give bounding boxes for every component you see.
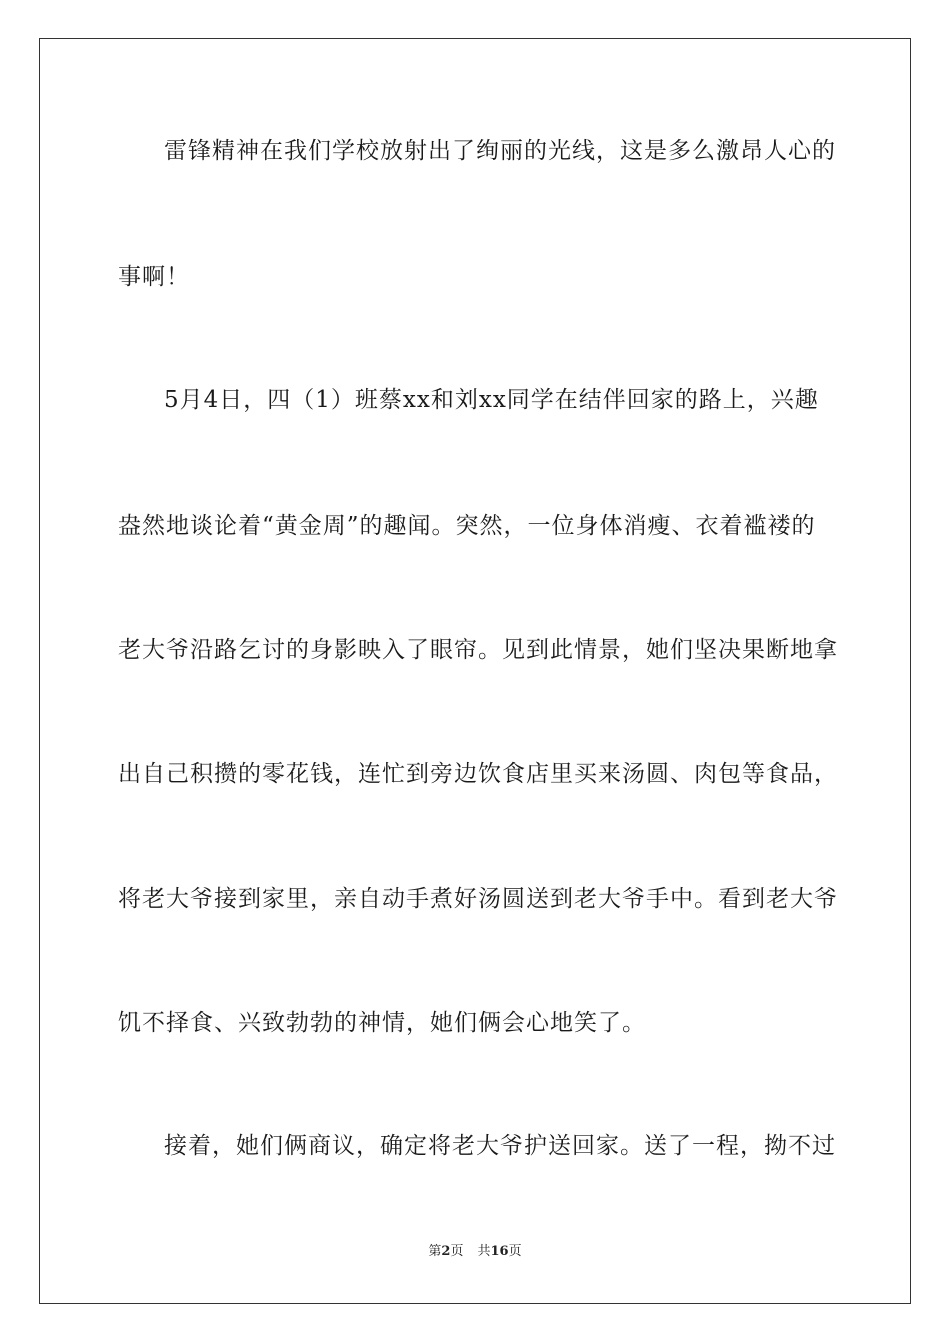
page-border <box>39 38 911 1304</box>
total-suffix: 页 <box>508 1244 522 1259</box>
paragraph-line: 出自己积攒的零花钱，连忙到旁边饮食店里买来汤圆、肉包等食品， <box>118 761 838 787</box>
paragraph-line: 盎然地谈论着“黄金周”的趣闻。突然，一位身体消瘦、衣着褴褛的 <box>118 513 816 539</box>
paragraph-line: 事啊！ <box>118 264 190 290</box>
paragraph-line: 将老大爷接到家里，亲自动手煮好汤圆送到老大爷手中。看到老大爷 <box>118 886 838 912</box>
page-suffix: 页 <box>450 1244 464 1259</box>
paragraph-line: 饥不择食、兴致勃勃的神情，她们俩会心地笑了。 <box>118 1010 646 1036</box>
page-number: 2 <box>441 1244 451 1259</box>
paragraph-line: 老大爷沿路乞讨的身影映入了眼帘。见到此情景，她们坚决果断地拿 <box>118 637 838 663</box>
page-prefix: 第 <box>428 1244 442 1259</box>
total-prefix: 共 <box>477 1244 491 1259</box>
paragraph-line: 雷锋精神在我们学校放射出了绚丽的光线，这是多么激昂人心的 <box>164 138 836 164</box>
page-footer <box>0 1243 950 1261</box>
total-pages: 16 <box>490 1244 509 1259</box>
paragraph-line: 接着，她们俩商议，确定将老大爷护送回家。送了一程，拗不过 <box>164 1133 836 1159</box>
paragraph-line: 5月4日，四（1）班蔡xx和刘xx同学在结伴回家的路上，兴趣 <box>164 387 819 413</box>
